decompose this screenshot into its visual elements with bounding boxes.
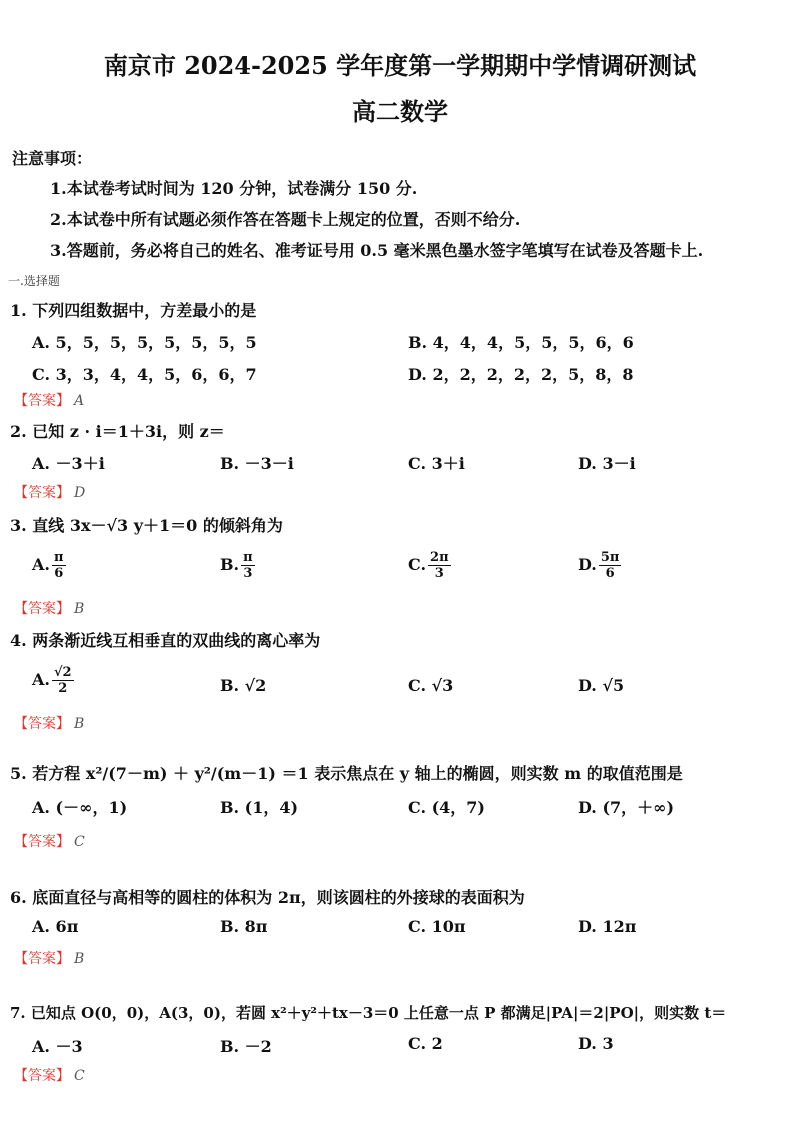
option-c: C. 3＋i	[408, 454, 465, 473]
answer-value: B	[74, 601, 85, 617]
option-b: B. －3－i	[220, 454, 294, 473]
answer-value: D	[74, 485, 86, 501]
answer-tag: 【答案】	[14, 1068, 70, 1084]
answer-tag: 【答案】	[14, 834, 70, 850]
note-item: 3.答题前，务必将自己的姓名、准考证号用 0.5 毫米黑色墨水签字笔填写在试卷及答题卡上.	[50, 241, 704, 260]
answer-line	[14, 713, 84, 733]
note-item: 1.本试卷考试时间为 120 分钟，试卷满分 150 分.	[50, 179, 418, 198]
answer-value: C	[74, 834, 85, 850]
option-b: B. $\frac{\pi}{3}$	[220, 550, 253, 581]
option-a: A. $\frac{√2}{2}$	[32, 665, 72, 696]
option-d: D. 12π	[578, 917, 637, 936]
option-c: C. (4，7)	[408, 798, 486, 817]
answer-line	[14, 1065, 85, 1085]
option-a: A. 6π	[32, 917, 79, 936]
section-heading: 一.选择题	[8, 274, 60, 288]
option-b: B. －2	[220, 1037, 272, 1056]
option-a: A. 5，5，5，5，5，5，5，5	[32, 333, 257, 352]
option-c: C. 3，3，4，4，5，6，6，7	[32, 365, 257, 384]
notes-heading: 注意事项：	[12, 149, 93, 168]
answer-value: B	[74, 716, 85, 732]
answer-line	[14, 390, 84, 410]
option-d: D. $\frac{5\pi}{6}$	[578, 550, 620, 581]
option-d: D. (7，＋∞)	[578, 798, 675, 817]
question-stem: 7. 已知点 O(0，0)，A(3，0)，若圆 x²＋y²＋tx－3＝0 上任意一点 P 都满足|PA|＝2|PO|，则实数 t＝	[10, 1004, 727, 1022]
option-c: C. $\frac{2\pi}{3}$	[408, 550, 449, 581]
question-stem: 2. 已知 z · i＝1＋3i，则 z＝	[10, 422, 225, 441]
option-b: B. √2	[220, 676, 267, 695]
question-stem: 3. 直线 3x－√3 y＋1＝0 的倾斜角为	[10, 516, 283, 535]
answer-line	[14, 598, 84, 618]
option-a: A. $\frac{\pi}{6}$	[32, 550, 64, 581]
answer-value: A	[74, 393, 85, 409]
question-stem: 4. 两条渐近线互相垂直的双曲线的离心率为	[10, 631, 321, 650]
option-c: C. 2	[408, 1034, 443, 1053]
option-c: C. 10π	[408, 917, 466, 936]
answer-value: B	[74, 951, 85, 967]
question-stem: 1. 下列四组数据中，方差最小的是	[10, 301, 257, 320]
answer-tag: 【答案】	[14, 485, 70, 501]
question-stem: 6. 底面直径与高相等的圆柱的体积为 2π，则该圆柱的外接球的表面积为	[10, 888, 525, 907]
answer-tag: 【答案】	[14, 393, 70, 409]
option-a: A. －3＋i	[32, 454, 105, 473]
answer-value: C	[74, 1068, 85, 1084]
option-a: A. －3	[32, 1037, 83, 1056]
exam-title: 南京市 2024-2025 学年度第一学期期中学情调研测试	[103, 51, 697, 80]
option-d: D. 3	[578, 1034, 614, 1053]
answer-line	[14, 948, 84, 968]
answer-line	[14, 482, 85, 502]
option-b: B. (1，4)	[220, 798, 299, 817]
answer-tag: 【答案】	[14, 601, 70, 617]
question-stem: 5. 若方程 x²/(7－m) ＋ y²/(m－1) ＝1 表示焦点在 y 轴上的椭圆，则实数 m 的取值范围是	[10, 764, 683, 783]
answer-tag: 【答案】	[14, 951, 70, 967]
answer-tag: 【答案】	[14, 716, 70, 732]
option-d: D. 3－i	[578, 454, 636, 473]
option-b: B. 8π	[220, 917, 268, 936]
note-item: 2.本试卷中所有试题必须作答在答题卡上规定的位置，否则不给分.	[50, 210, 521, 229]
option-c: C. √3	[408, 676, 454, 695]
answer-line	[14, 831, 85, 851]
exam-subtitle: 高二数学	[352, 97, 448, 126]
option-a: A. (－∞，1)	[32, 798, 128, 817]
option-d: D. √5	[578, 676, 625, 695]
option-b: B. 4，4，4，5，5，5，6，6	[408, 333, 634, 352]
option-d: D. 2，2，2，2，2，5，8，8	[408, 365, 634, 384]
